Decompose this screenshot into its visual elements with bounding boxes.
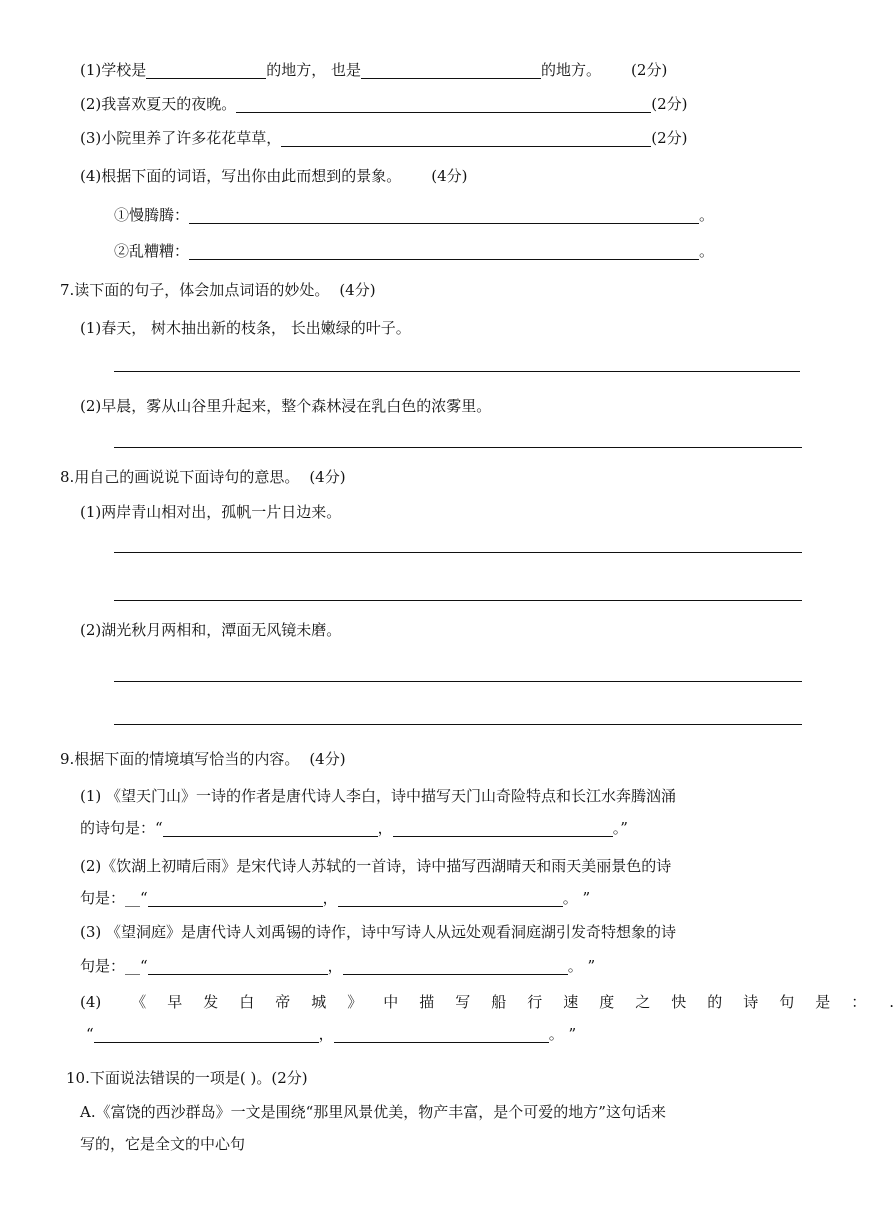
answer-line[interactable] [114,724,802,725]
q7-item-1: (1)春天， 树木抽出新的枝条， 长出嫩绿的叶子。 [80,319,411,337]
q10-option-a-line-2: 写的，它是全文的中心句 [80,1135,246,1153]
q8-item-2: (2)湖光秋月两相和，潭面无风镜未磨。 [80,621,342,639]
answer-blank[interactable] [281,130,651,147]
q9-item-4-line-1: (4) 《早发白帝城》中描写船行速度之快的诗句是： . [80,993,894,1011]
q10-option-a-line-1: A.《富饶的西沙群岛》一文是围绕“那里风景优美，物产丰富，是个可爱的地方”这句话来 [80,1103,666,1121]
answer-blank[interactable] [393,820,613,837]
q7-title: 7.读下面的句子，体会加点词语的妙处。 (4分) [60,281,376,299]
q9-item-1-line-1: (1) 《望天门山》一诗的作者是唐代诗人李白，诗中描写天门山奇险特点和长江水奔腾汹涌 [80,787,677,805]
q9-item-2-line-2: 句是：__“ ， 。 ” [80,889,591,907]
answer-blank[interactable] [189,243,699,260]
answer-blank[interactable] [148,890,323,907]
answer-line[interactable] [114,681,802,682]
answer-blank[interactable] [148,958,328,975]
answer-blank[interactable] [94,1026,319,1043]
q6-item-2: (2)我喜欢夏天的夜晚。 (2分) [80,95,688,113]
answer-blank[interactable] [146,62,266,79]
answer-blank[interactable] [361,62,541,79]
q6-item-1: (1)学校是 的地方， 也是 的地方。 (2分) [80,61,668,79]
q7-item-2: (2)早晨，雾从山谷里升起来，整个森林浸在乳白色的浓雾里。 [80,397,492,415]
q6-item-3: (3)小院里养了许多花花草草， (2分) [80,129,688,147]
q9-item-1-line-2: 的诗句是：“ ， 。” [80,819,628,837]
answer-blank[interactable] [338,890,563,907]
q8-title: 8.用自己的画说说下面诗句的意思。 (4分) [60,468,346,486]
answer-blank[interactable] [189,207,699,224]
q6-sub-2: ②乱糟糟： 。 [114,242,715,260]
q9-item-3-line-1: (3) 《望洞庭》是唐代诗人刘禹锡的诗作，诗中写诗人从远处观看洞庭湖引发奇特想象的诗 [80,923,677,941]
q6-sub-1: ①慢腾腾： 。 [114,206,715,224]
answer-line[interactable] [114,600,802,601]
answer-blank[interactable] [163,820,378,837]
q9-title: 9.根据下面的情境填写恰当的内容。 (4分) [60,750,346,768]
q9-item-3-line-2: 句是：__“ ， 。 ” [80,957,596,975]
answer-blank[interactable] [343,958,568,975]
q9-item-4-line-2: “ ， 。 ” [86,1025,577,1043]
answer-line[interactable] [114,447,802,448]
q6-item-4: (4)根据下面的词语，写出你由此而想到的景象。 (4分) [80,167,468,185]
q8-item-1: (1)两岸青山相对出，孤帆一片日边来。 [80,503,342,521]
q10-title: 10.下面说法错误的一项是( )。(2分) [66,1069,308,1087]
answer-blank[interactable] [334,1026,549,1043]
answer-line[interactable] [114,552,802,553]
q9-item-2-line-1: (2)《饮湖上初晴后雨》是宋代诗人苏轼的一首诗，诗中描写西湖晴天和雨天美丽景色的诗 [80,857,672,875]
answer-blank[interactable] [236,96,651,113]
answer-line[interactable] [114,371,800,372]
